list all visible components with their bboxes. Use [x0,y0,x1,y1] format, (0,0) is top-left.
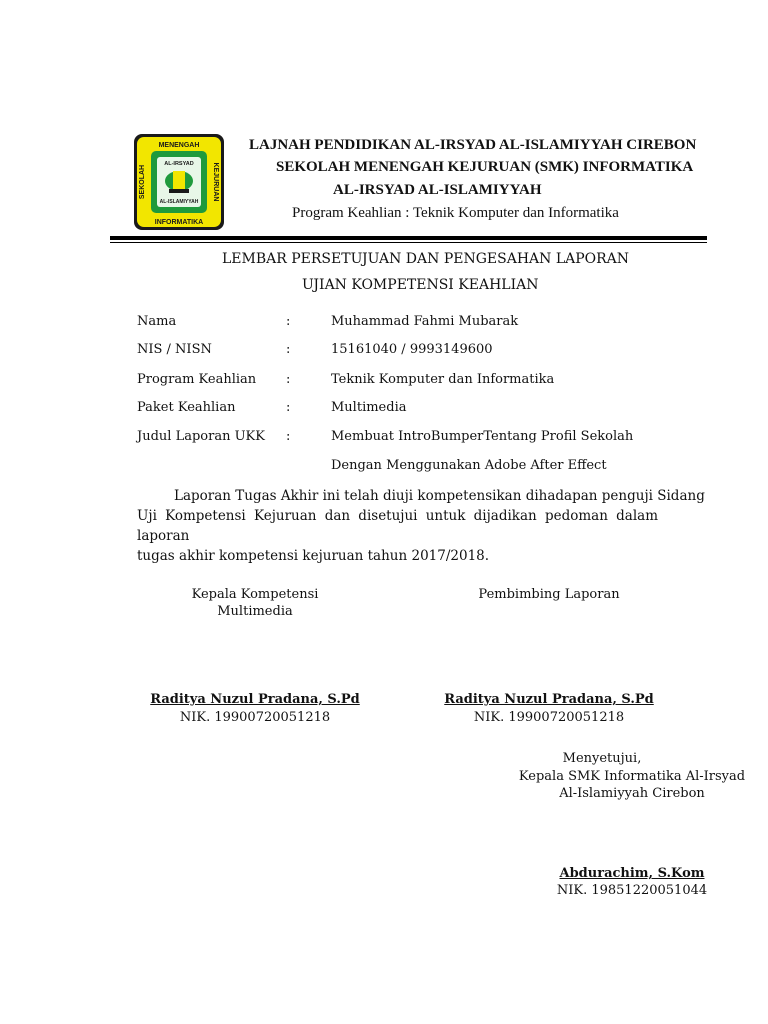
logo-text-right: KEJURUAN [212,162,219,202]
principal-role-line-1: Kepala SMK Informatika Al-Irsyad [518,769,746,784]
school-logo [133,133,225,231]
logo-text-bottom: INFORMATIKA [154,219,204,226]
header-line-2: SEKOLAH MENENGAH KEJURUAN (SMK) INFORMATIKA [276,159,694,175]
paragraph-line-3: tugas akhir kompetensi kejuruan tahun 2017/2018. [137,548,490,564]
field-label: Paket Keahlian [137,400,236,415]
right-signatory-name: Raditya Nuzul Pradana, S.Pd [444,692,654,707]
header-line-3: AL-IRSYAD AL-ISLAMIYYAH [333,182,542,198]
field-value-nis: 15161040 / 9993149600 [331,342,493,357]
right-signatory-nik: NIK. 19900720051218 [473,710,625,725]
header-line-1: LAJNAH PENDIDIKAN AL-IRSYAD AL-ISLAMIYYAH CIREBON [249,137,697,153]
field-label: Judul Laporan UKK [137,429,265,444]
field-label: Nama [137,314,177,329]
logo-badge-bottom: AL-ISLAMIYYAH [159,199,199,205]
logo-badge-top: AL-IRSYAD [164,161,194,167]
principal-approval: Menyetujui, [562,751,642,766]
paragraph-line-1: Laporan Tugas Akhir ini telah diuji kompetensikan dihadapan penguji Sidang [174,488,705,504]
field-label: Program Keahlian [137,372,257,387]
header-line-4: Program Keahlian : Teknik Komputer dan Informatika [292,205,619,221]
field-separator: : [286,372,291,387]
principal-name: Abdurachim, S.Kom [559,866,705,881]
field-separator: : [286,429,291,444]
header-rule-thin [110,242,707,243]
field-value-program: Teknik Komputer dan Informatika [331,372,555,387]
logo-text-top: MENENGAH [158,142,200,149]
paragraph-line-2: Uji Kompetensi Kejuruan dan disetujui untuk dijadikan pedoman dalam laporan [137,508,658,544]
field-value-name: Muhammad Fahmi Mubarak [331,314,519,329]
right-signatory-role: Pembimbing Laporan [478,587,620,602]
field-separator: : [286,314,291,329]
logo-text-left: SEKOLAH [139,164,146,200]
field-separator: : [286,400,291,415]
principal-role-line-2: Al-Islamiyyah Cirebon [559,786,705,801]
left-signatory-role-line-1: Kepala Kompetensi [191,587,319,602]
field-label: NIS / NISN [137,342,212,357]
approval-paragraph [137,486,705,566]
left-signatory-name: Raditya Nuzul Pradana, S.Pd [150,692,360,707]
left-signatory-role-line-2: Multimedia [217,604,293,619]
field-value-report-title: Membuat IntroBumperTentang Profil Sekolah [331,429,634,444]
document-title-line-1: LEMBAR PERSETUJUAN DAN PENGESAHAN LAPORAN [222,251,630,267]
field-separator: : [286,342,291,357]
field-value-report-title-continued: Dengan Menggunakan Adobe After Effect [331,458,607,473]
left-signatory-nik: NIK. 19900720051218 [179,710,331,725]
principal-nik: NIK. 19851220051044 [556,883,708,898]
document-title-line-2: UJIAN KOMPETENSI KEAHLIAN [302,277,539,293]
field-value-package: Multimedia [331,400,407,415]
header-rule-thick [110,236,707,240]
